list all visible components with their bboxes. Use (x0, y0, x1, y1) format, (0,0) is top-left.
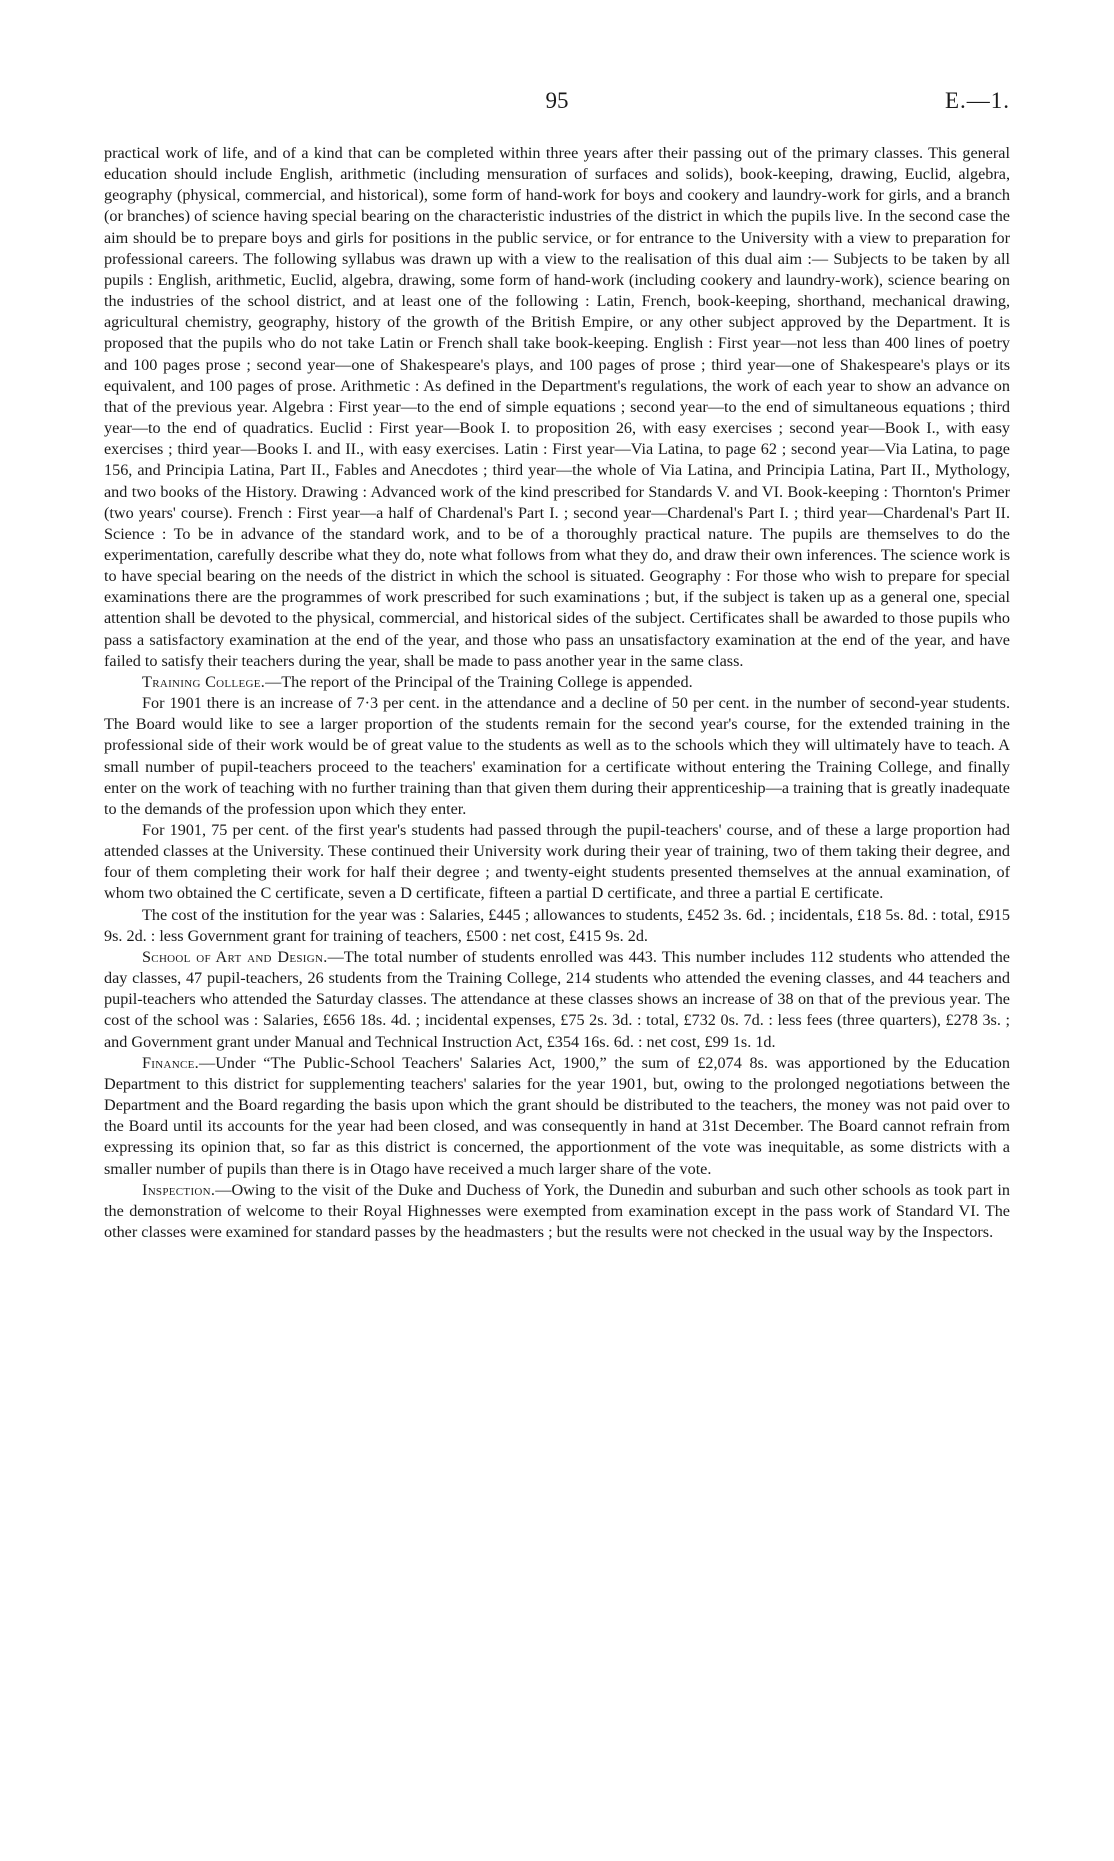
paragraph-training-college-text: —The report of the Principal of the Training College is appended. (265, 672, 693, 691)
body-text (104, 143, 1010, 1243)
paragraph-finance (104, 1053, 1010, 1180)
page-number: 95 (545, 88, 569, 113)
paragraph-finance-text: —Under “The Public-School Teachers' Salaries Act, 1900,” the sum of £2,074 8s. was apportioned by the Education Department to this district for supplementing teachers' salaries for the year 1901, but, owing to the prolonged negotiations between the Department and the Board regarding the basis upon which the grant should be distributed to the teachers, the money was not paid over to the Board until its accounts for the year had been closed, and was consequently in hand at 31st December. The Board cannot refrain from expressing its opinion that, so far as this district is concerned, the apportionment of the vote was inequitable, as some districts with a smaller number of pupils than there is in Otago have received a much larger share of the vote. (104, 1053, 1010, 1178)
page-header (104, 88, 1010, 118)
report-code: E.—1. (944, 88, 1010, 113)
section-heading-training-college: Training College. (142, 672, 266, 691)
section-heading-finance: Finance. (142, 1053, 200, 1072)
paragraph-inspection-text: —Owing to the visit of the Duke and Duchess of York, the Dunedin and suburban and such other schools as took part in the demonstration of welcome to their Royal Highnesses were exempted from examination except in the pass work of Standard VI. The other classes were examined for standard passes by the headmasters ; but the results were not checked in the usual way by the Inspectors. (104, 1180, 1010, 1241)
paragraph-training-college (104, 672, 1010, 693)
paragraph-institution-cost: The cost of the institution for the year was : Salaries, £445 ; allowances to students, £452 3s. 6d. ; incidentals, £18 5s. 8d. : total, £915 9s. 2d. : less Government grant for training of teachers, £500 : net cost, £415 9s. 2d. (104, 905, 1010, 945)
paragraph-training-attendance: For 1901 there is an increase of 7·3 per cent. in the attendance and a decline of 50 per cent. in the number of second-year students. The Board would like to see a larger proportion of the students remain for the second year's course, for the extended training in the professional side of their work would be of great value to the students as well as to the schools which they will ultimately have to teach. A small number of pupil-teachers proceed to the teachers' examination for a certificate without entering the Training College, and finally enter on the work of teaching with no further training than that given them during their apprenticeship—a training that is greatly inadequate to the demands of the profession upon which they enter. (104, 694, 1010, 818)
paragraph-art-and-design-text: —The total number of students enrolled was 443. This number includes 112 students who attended the day classes, 47 pupil-teachers, 26 students from the Training College, 214 students who attended the evening classes, and 44 teachers and pupil-teachers who attended the Saturday classes. The attendance at these classes shows an increase of 38 on that of the previous year. The cost of the school was : Salaries, £656 18s. 4d. ; incidental expenses, £75 2s. 3d. : total, £732 0s. 7d. : less fees (three quarters), £278 3s. ; and Government grant under Manual and Technical Instruction Act, £354 16s. 6d. : net cost, £99 1s. 1d. (104, 947, 1010, 1051)
paragraph-syllabus: practical work of life, and of a kind that can be completed within three years after their passing out of the primary classes. This general education should include English, arithmetic (including mensuration of surfaces and solids), book-keeping, drawing, Euclid, algebra, geography (physical, commercial, and historical), some form of hand-work for boys and cookery and laundry-work for girls, and a branch (or branches) of science having special bearing on the characteristic industries of the district in which the pupils live. In the second case the aim should be to prepare boys and girls for positions in the public service, or for entrance to the University with a view to preparation for professional careers. The following syllabus was drawn up with a view to the realisation of this dual aim :— Subjects to be taken by all pupils : English, arithmetic, Euclid, algebra, drawing, some form of hand-work (including cookery and laundry-work), science bearing on the industries of the school district, and at least one of the following : Latin, French, book-keeping, shorthand, mechanical drawing, agricultural chemistry, geography, history of the growth of the British Empire, or any other subject approved by the Department. It is proposed that the pupils who do not take Latin or French shall take book-keeping. English : First year—not less than 400 lines of poetry and 100 pages prose ; second year—one of Shakespeare's plays, and 100 pages of prose ; third year—one of Shakespeare's plays or its equivalent, and 100 pages of prose. Arithmetic : As defined in the Department's regulations, the work of each year to show an advance on that of the previous year. Algebra : First year—to the end of simple equations ; second year—to the end of simultaneous equations ; third year—to the end of quadratics. Euclid : First year—Book I. to proposition 26, with easy exercises ; second year—Book I., with easy exercises ; third year—Books I. and II., with easy exercises. Latin : First year—Via Latina, to page 62 ; second year—Via Latina, to page 156, and Principia Latina, Part II., Fables and Anecdotes ; third year—the whole of Via Latina, and Principia Latina, Part II., Mythology, and two books of the History. Drawing : Advanced work of the kind prescribed for Standards V. and VI. Book-keeping : Thornton's Primer (two years' course). French : First year—a half of Chardenal's Part I. ; second year—Chardenal's Part I. ; third year—Chardenal's Part II. Science : To be in advance of the standard work, and to be of a thoroughly practical nature. The pupils are themselves to do the experimentation, carefully describe what they do, note what follows from what they do, and draw their own inferences. The science work is to have special bearing on the needs of the district in which the school is situated. Geography : For those who wish to prepare for special examinations there are the programmes of work prescribed for such examinations ; but, if the subject is taken up as a general one, special attention shall be devoted to the physical, commercial, and historical sides of the subject. Certificates shall be awarded to those pupils who pass a satisfactory examination at the end of the year, and those who pass an unsatisfactory examination at the end of the year, and have failed to satisfy their teachers during the year, shall be made to pass another year in the same class. (104, 144, 1010, 670)
paragraph-art-and-design (104, 947, 1010, 1053)
section-heading-inspection: Inspection. (142, 1180, 216, 1199)
paragraph-first-year-students: For 1901, 75 per cent. of the first year's students had passed through the pupil-teachers' course, and of these a large proportion had attended classes at the University. These continued their University work during their year of training, two of them taking their degree, and four of them completing their work for half their degree ; and twenty-eight students presented themselves at the annual examination, of whom two obtained the C certificate, seven a D certificate, fifteen a partial D certificate, and three a partial E certificate. (104, 821, 1010, 903)
section-heading-art-and-design: School of Art and Design. (142, 947, 328, 966)
paragraph-inspection (104, 1180, 1010, 1243)
